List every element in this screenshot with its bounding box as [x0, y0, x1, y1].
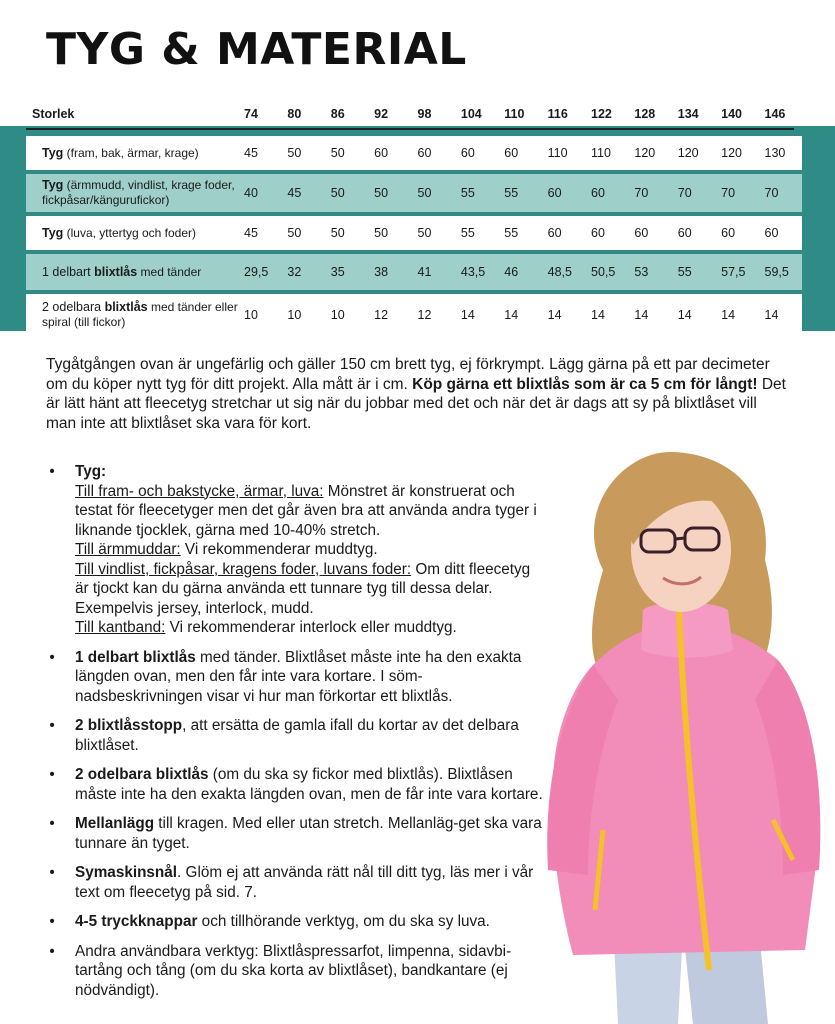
list-item-text: (om du ska sy fickor med blixtlås). Blixtlåsen måste inte ha den exakta längden ovan, men de får inte vara kortare. — [75, 766, 543, 803]
table-cell: 70 — [672, 174, 715, 212]
table-cell: 60 — [455, 136, 498, 170]
header-size: 80 — [281, 102, 324, 126]
row-label-prefix: 2 odelbara — [42, 300, 105, 314]
table-cell: 60 — [715, 216, 758, 250]
row-label — [26, 216, 238, 250]
table-cell: 14 — [628, 294, 671, 336]
table-cell: 110 — [542, 136, 585, 170]
table-cell: 53 — [628, 254, 671, 290]
list-item-text: Andra användbara verktyg: Blixtlåspressarfot, limpenna, sidavbi-tartång och tång (om du ska korta av blixtlåset), bandkantare (ej nödvändigt). — [75, 942, 512, 999]
list-item — [46, 648, 546, 707]
table-cell: 45 — [281, 174, 324, 212]
header-size: 140 — [715, 102, 758, 126]
header-size: 98 — [412, 102, 455, 126]
row-label-bold: Tyg — [42, 178, 64, 192]
table-cell: 60 — [759, 216, 803, 250]
list-item — [46, 863, 546, 902]
table-row — [26, 254, 802, 290]
table-row — [26, 216, 802, 250]
header-size: 110 — [498, 102, 541, 126]
row-label-detail: med tänder — [137, 264, 202, 279]
table-cell: 55 — [455, 174, 498, 212]
table-cell: 12 — [412, 294, 455, 336]
row-label-detail: (ärmmudd, vindlist, krage foder, fickpåsar/kängurufickor) — [42, 178, 235, 207]
table-cell: 60 — [628, 216, 671, 250]
list-item-text: med tänder. Blixtlåset måste inte ha den exakta längden ovan, men den får inte vara kortare. I söm-nadsbeskrivningen visar vi hur man förkortar ett blixtlås. — [75, 648, 522, 705]
table-cell: 50 — [368, 216, 411, 250]
row-label — [26, 174, 238, 212]
fabric-use-text: Mönstret är konstruerat och testat för fleecetyger men det går även bra att använda andra tyger i liknande tjocklek, gärna med 10-40% stretch. — [75, 482, 537, 539]
table-cell: 10 — [238, 294, 281, 336]
table-cell: 14 — [585, 294, 628, 336]
bullet-icon: • — [49, 815, 55, 832]
table-cell: 55 — [498, 216, 541, 250]
list-item-title: 2 odelbara blixtlås — [75, 766, 209, 783]
table-cell: 45 — [238, 136, 281, 170]
row-label-prefix: 1 delbart — [42, 264, 95, 279]
intro-highlight: Köp gärna ett blixtlås som är ca 5 cm för långt! — [412, 375, 758, 393]
table-cell: 59,5 — [759, 254, 803, 290]
table-cell: 14 — [455, 294, 498, 336]
table-cell: 50 — [325, 216, 368, 250]
table-cell: 50 — [281, 136, 324, 170]
fabric-use-text: Vi rekommenderar interlock eller muddtyg. — [165, 619, 457, 636]
fabric-use-label: Till kantband: — [75, 619, 166, 636]
table-cell: 57,5 — [715, 254, 758, 290]
table-cell: 120 — [715, 136, 758, 170]
table-cell: 14 — [715, 294, 758, 336]
bullet-icon: • — [49, 864, 55, 881]
table-cell: 60 — [542, 174, 585, 212]
list-item-tyg — [46, 462, 546, 638]
row-label-bold: blixtlås — [104, 300, 148, 314]
table-cell: 38 — [368, 254, 411, 290]
bullet-icon: • — [49, 717, 55, 734]
table-cell: 50 — [412, 174, 455, 212]
header-size-label: Storlek — [26, 102, 238, 126]
table-cell: 46 — [498, 254, 541, 290]
list-item-title: 4-5 tryckknappar — [75, 913, 198, 930]
header-size: 134 — [672, 102, 715, 126]
bullet-icon: • — [49, 942, 55, 960]
table-cell: 10 — [325, 294, 368, 336]
list-item-text: . Glöm ej att använda rätt nål till ditt tyg, läs mer i vår text om fleecetyg på sid. 7. — [75, 864, 534, 901]
table-header-row — [26, 102, 802, 126]
table-cell: 50 — [325, 136, 368, 170]
list-item-title: 2 blixtlåsstopp — [75, 717, 183, 734]
table-cell: 32 — [281, 254, 324, 290]
table-cell: 14 — [759, 294, 803, 336]
table-cell: 12 — [368, 294, 411, 336]
table-cell: 70 — [759, 174, 803, 212]
list-item-text: och tillhörande verktyg, om du ska sy luva. — [197, 913, 490, 930]
table-cell: 60 — [368, 136, 411, 170]
table-cell: 60 — [542, 216, 585, 250]
materials-list — [46, 462, 546, 1010]
header-size: 104 — [455, 102, 498, 126]
table-cell: 14 — [672, 294, 715, 336]
fabric-use-label: Till vindlist, fickpåsar, kragens foder, luvans foder: — [75, 560, 412, 578]
table-cell: 35 — [325, 254, 368, 290]
table-cell: 41 — [412, 254, 455, 290]
table-body — [26, 136, 802, 336]
header-size: 92 — [368, 102, 411, 126]
row-label-detail: med tänder eller spiral (till fickor) — [42, 300, 238, 329]
table-cell: 29,5 — [238, 254, 281, 290]
table-cell: 110 — [585, 136, 628, 170]
list-item-text: , att ersätta de gamla ifall du kortar av det delbara blixtlåset. — [75, 717, 519, 754]
fabric-use-label: Till ärmmuddar: — [75, 541, 181, 558]
table-cell: 50 — [368, 174, 411, 212]
list-item-text: till kragen. Med eller utan stretch. Mellanläg-get ska vara tunnare än tyget. — [75, 815, 542, 852]
intro-text: Tygåtgången ovan är ungefärlig och gäller 150 cm brett tyg, ej förkrympt. Lägg gärna på ett par decimeter om du köper nytt tyg för ditt projekt. Alla mått är i cm. — [46, 356, 770, 393]
table-cell: 14 — [498, 294, 541, 336]
table-cell: 43,5 — [455, 254, 498, 290]
table-row — [26, 174, 802, 212]
header-size: 74 — [238, 102, 281, 126]
fabric-use-text: Vi rekommenderar muddtyg. — [180, 541, 378, 558]
table-cell: 120 — [628, 136, 671, 170]
table-cell: 50 — [325, 174, 368, 212]
header-size: 86 — [325, 102, 368, 126]
fabric-use-text: Om ditt fleecetyg är tjockt kan du gärna använda ett tunnare tyg till dessa delar. Exempelvis jersey, interlock, mudd. — [75, 560, 531, 617]
fabric-size-table — [26, 102, 802, 336]
list-item-title: Tyg: — [75, 463, 107, 480]
table-row — [26, 294, 802, 336]
row-label-bold: Tyg — [42, 225, 64, 240]
row-label-detail: (luva, yttertyg och foder) — [63, 225, 197, 240]
table-row — [26, 136, 802, 170]
glasses-bridge — [675, 538, 685, 539]
table-cell: 55 — [498, 174, 541, 212]
table-cell: 50 — [281, 216, 324, 250]
table-cell: 130 — [759, 136, 803, 170]
table-cell: 60 — [672, 216, 715, 250]
header-size: 146 — [759, 102, 803, 126]
bullet-icon: • — [49, 463, 55, 480]
header-size: 116 — [542, 102, 585, 126]
list-item — [46, 814, 546, 853]
table-cell: 60 — [585, 216, 628, 250]
table-cell: 70 — [628, 174, 671, 212]
row-label-bold: Tyg — [42, 145, 64, 160]
row-label-detail: (fram, bak, ärmar, krage) — [63, 145, 199, 160]
table-cell: 60 — [498, 136, 541, 170]
list-item — [46, 942, 546, 1001]
table-cell: 60 — [412, 136, 455, 170]
intro-paragraph — [46, 355, 786, 433]
list-item — [46, 716, 546, 755]
list-item — [46, 912, 546, 932]
header-size: 122 — [585, 102, 628, 126]
row-label — [26, 254, 238, 290]
table-cell: 14 — [542, 294, 585, 336]
table-cell: 120 — [672, 136, 715, 170]
table-cell: 50,5 — [585, 254, 628, 290]
bullet-icon: • — [49, 648, 55, 666]
table-cell: 48,5 — [542, 254, 585, 290]
table-cell: 50 — [412, 216, 455, 250]
child-in-fleece-jacket-photo — [533, 450, 833, 1024]
row-label — [26, 294, 238, 336]
page-title: TYG & MATERIAL — [46, 24, 467, 75]
bullet-icon: • — [49, 766, 55, 783]
list-item-title: Mellanlägg — [75, 815, 155, 832]
table-cell: 55 — [672, 254, 715, 290]
list-item — [46, 765, 546, 804]
bullet-icon: • — [49, 913, 55, 930]
list-item-title: 1 delbart blixtlås — [75, 648, 196, 666]
table-cell: 40 — [238, 174, 281, 212]
row-label — [26, 136, 238, 170]
intro-text: Det är lätt hänt att fleecetyg stretchar ut sig när du jobbar med det och när det är dags att sy på blixtlåset vill man inte att blixtlåset ska vara för kort. — [46, 375, 786, 432]
list-item-title: Symaskinsnål — [75, 864, 178, 881]
header-divider — [26, 128, 794, 130]
row-label-bold: blixtlås — [94, 264, 138, 279]
table-cell: 45 — [238, 216, 281, 250]
header-size: 128 — [628, 102, 671, 126]
table-cell: 60 — [585, 174, 628, 212]
fabric-use-label: Till fram- och bakstycke, ärmar, luva: — [75, 482, 324, 500]
table-cell: 10 — [281, 294, 324, 336]
table-cell: 55 — [455, 216, 498, 250]
table-cell: 70 — [715, 174, 758, 212]
